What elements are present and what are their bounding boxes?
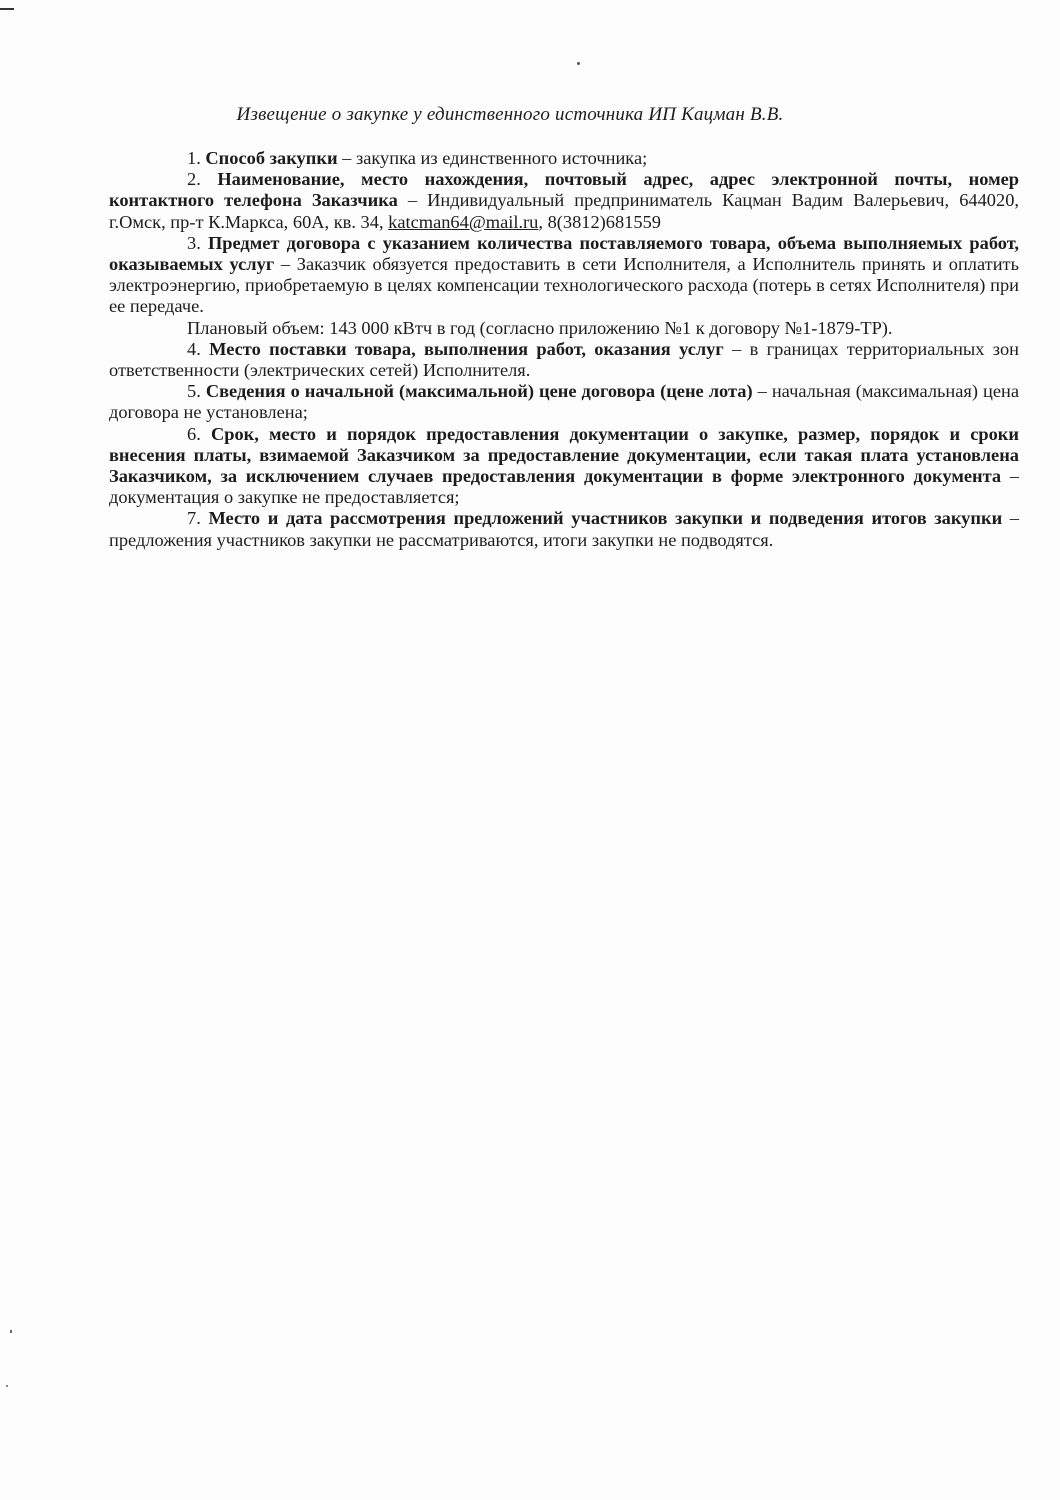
item-label: Способ закупки	[205, 148, 338, 168]
document-title: Извещение о закупке у единственного источника ИП Кацман В.В.	[236, 104, 784, 125]
item-text: – начальная (максимальная) цена договора не установлена;	[109, 381, 1020, 423]
document-body	[109, 148, 1019, 551]
item-label: Срок, место и порядок предоставления документации о закупке, размер, порядок и сроки внесения платы, взимаемой Заказчиком за предоставление документации, если такая плата установлена Заказчиком, за исключением случаев предоставления документации в форме электронного документа	[109, 423, 1019, 487]
item-text: – документация о закупке не предоставляется;	[109, 466, 1019, 508]
email-link[interactable]: katcman64@mail.ru	[388, 211, 539, 232]
item-5	[109, 381, 1019, 423]
item-label: Предмет договора с указанием количества поставляемого товара, объема выполняемых работ, оказываемых услуг	[109, 232, 1019, 275]
item-number: 2.	[187, 169, 201, 190]
item-number: 3.	[187, 232, 201, 253]
item-text: , 8(3812)681559	[538, 211, 661, 232]
item-text: – закупка из единственного источника;	[337, 148, 648, 168]
scan-speck	[6, 1385, 8, 1387]
item-text: – предложения участников закупки не рассматриваются, итоги закупки не подводятся.	[109, 508, 1019, 550]
scan-speck	[577, 62, 580, 65]
scan-speck	[10, 1330, 12, 1333]
item-number: 5.	[187, 381, 201, 402]
item-number: 4.	[187, 338, 201, 359]
item-number: 1.	[187, 148, 201, 168]
item-text: – Заказчик обязуется предоставить в сети Исполнителя, а Исполнитель принять и оплатить электроэнергию, приобретаемую в целях компенсации технологического расхода (потерь в сетях Исполнителя) при ее передаче.	[109, 254, 1019, 317]
planned-volume	[109, 318, 1019, 339]
item-label: Место поставки товара, выполнения работ, оказания услуг	[209, 338, 724, 359]
item-label: Наименование, место нахождения, почтовый адрес, адрес электронной почты, номер контактного телефона Заказчика	[109, 169, 1019, 211]
item-label: Сведения о начальной (максимальной) цене договора (цене лота)	[205, 381, 753, 402]
item-1	[109, 148, 1019, 169]
item-2	[109, 169, 1019, 233]
item-4	[109, 339, 1019, 381]
scan-edge-mark	[0, 8, 14, 10]
item-6	[109, 424, 1019, 509]
item-label: Место и дата рассмотрения предложений участников закупки и подведения итогов закупки	[208, 508, 1003, 529]
item-text: – Индивидуальный предприниматель Кацман Вадим Валерьевич, 644020, г.Омск, пр-т К.Маркса, 60А, кв. 34,	[109, 190, 1019, 232]
item-text: – в границах территориальных зон ответственности (электрических сетей) Исполнителя.	[109, 338, 1019, 381]
item-7	[109, 508, 1019, 550]
item-text: Плановый объем: 143 000 кВтч в год (согласно приложению №1 к договору №1-1879-ТР).	[187, 317, 893, 338]
item-number: 7.	[187, 508, 201, 529]
item-3	[109, 233, 1019, 318]
item-number: 6.	[187, 423, 201, 444]
